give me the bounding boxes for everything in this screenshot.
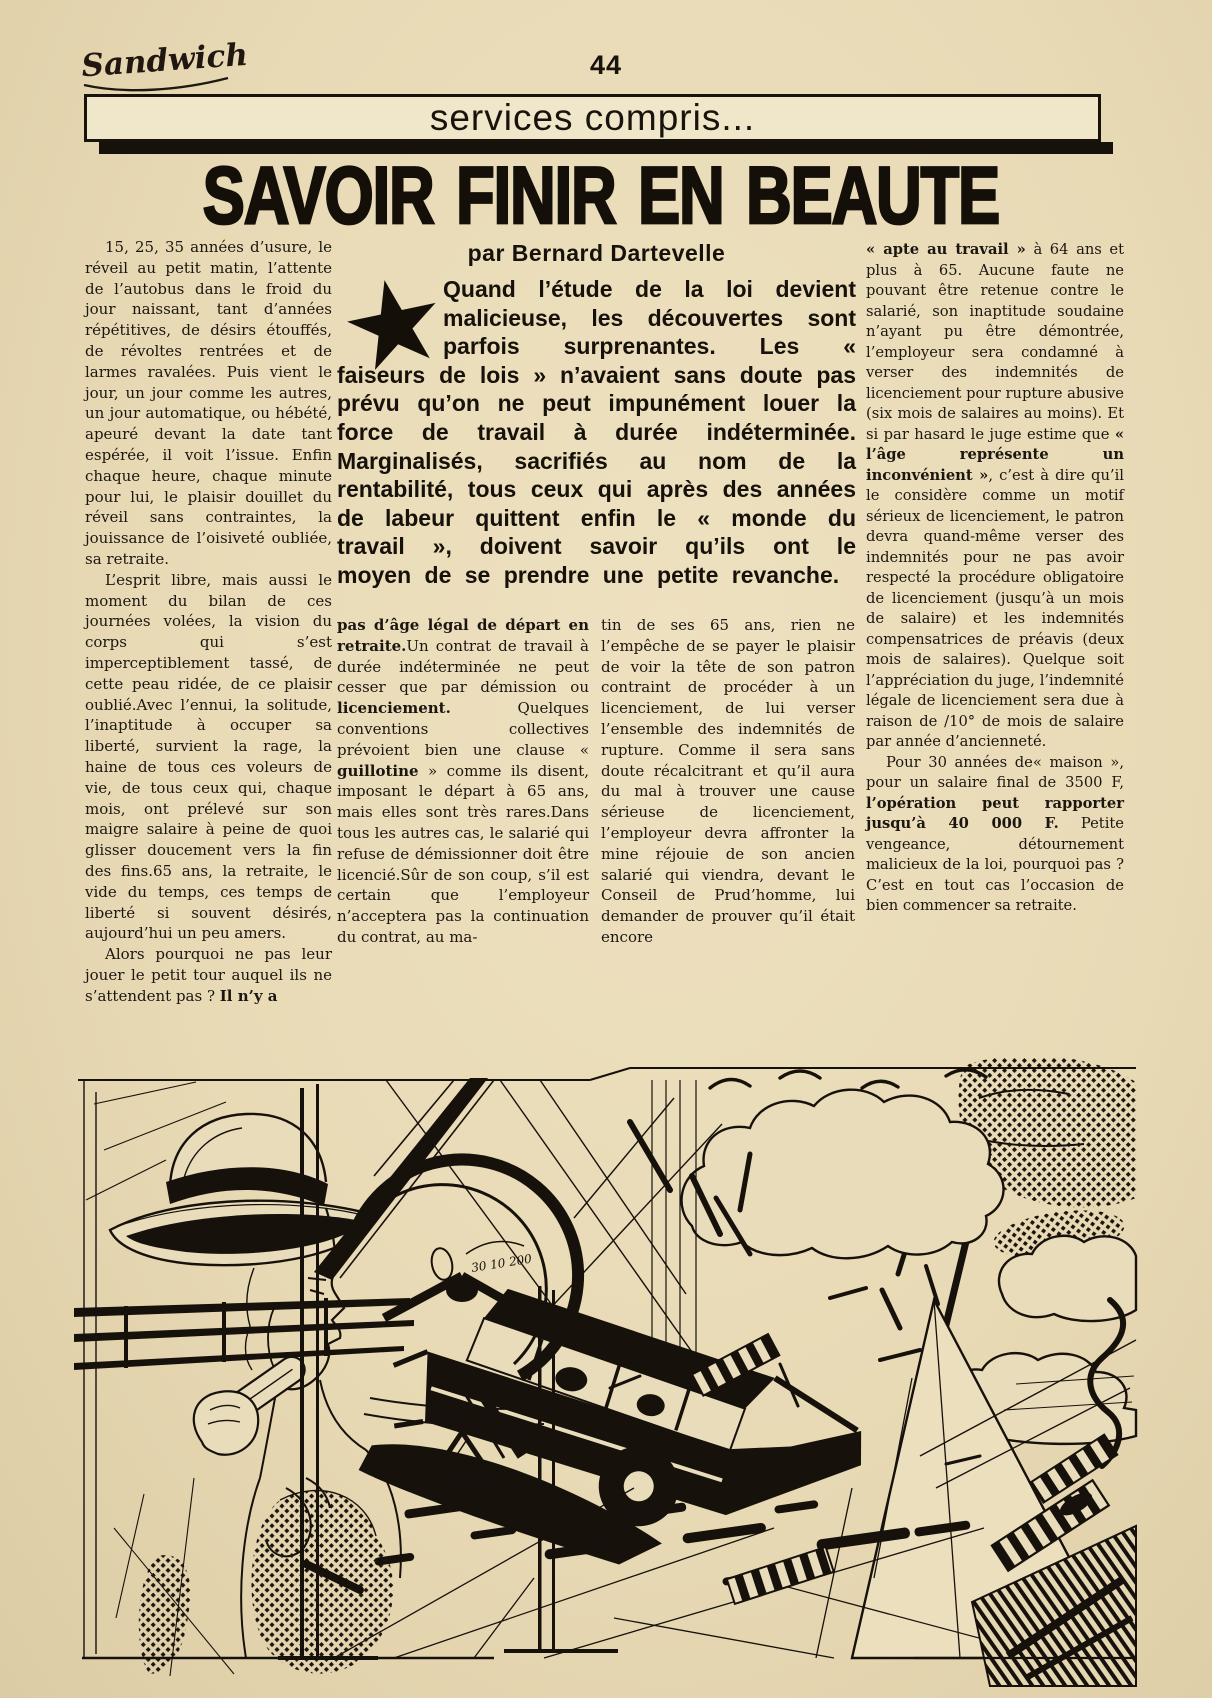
paragraph bbox=[866, 240, 1124, 753]
paragraph-text-bold: guillotine bbox=[337, 761, 419, 780]
speedometer-numbers: 30 10 200 bbox=[470, 1251, 533, 1275]
paragraph-text: Pour 30 années de« maison », pour un salaire final de 3500 F, bbox=[866, 753, 1124, 791]
crash-illustration bbox=[74, 1058, 1138, 1692]
article-column-3 bbox=[601, 615, 855, 948]
paragraph-text: Alors pourquoi ne pas leur jouer le petit tour auquel ils ne s’attendent pas ? bbox=[85, 945, 332, 1005]
section-banner bbox=[84, 94, 1101, 142]
byline: par Bernard Dartevelle bbox=[467, 240, 726, 266]
magazine-logo-text: Sandwich bbox=[80, 42, 250, 85]
paragraph-text: 15, 25, 35 années d’usure, le réveil au petit matin, l’attente de l’autobus dans le froid du jour naissant, tant d’années répétitives, de désirs étouffés, de révoltes rentrées et de larmes ravalées. Puis vient le jour, un jour comme les autres, un jour automatique, ou hébété, apeuré devant la date tant espérée, il voit l’issue. Enfin chaque heure, chaque minute pour lui, le plaisir douillet du réveil sans contraintes, la jouissance de l’oisiveté oubliée, sa retraite. bbox=[85, 238, 332, 568]
bird-strokes bbox=[710, 1070, 986, 1088]
paragraph-text-bold: l’opération peut rapporter jusqu’à 40 000 F. bbox=[866, 794, 1124, 832]
article-intro-block bbox=[327, 240, 856, 590]
section-banner-text: services compris... bbox=[429, 97, 756, 138]
paragraph-text: , c’est à dire qu’il le considère comme un motif sérieux de licenciement, le patron devra quand-même verser des indemnités pour ne pas avoir respecté la procédure obligatoire de licenciement (jusqu’à un mois de salaire) et les indemnités compensatrices de préavis (deux mois de salaires). Quelque soit l’appréciation du juge, l’indemnité légale de licenciement sera due à raison de /10° de mois de salaire par année d’ancienneté. bbox=[866, 466, 1124, 750]
paragraph-text: » comme ils disent, imposant le départ à 65 ans, mais elles sont très rares.Dans tous les autres cas, le salarié qui refuse de démissionner doit être licencié.Sûr de son coup, s’il est certain que l’employeur n’acceptera pas la continuation du contrat, au ma- bbox=[337, 761, 589, 946]
article-column-2 bbox=[337, 615, 589, 948]
paragraph-text-bold: licenciement. bbox=[337, 699, 451, 718]
paragraph-text-bold: « l’âge représente un inconvénient » bbox=[866, 425, 1124, 484]
hand-and-lever bbox=[194, 1352, 310, 1455]
paragraph-text: Un contrat de travail à durée indéterminée ne peut cesser que par démission ou bbox=[337, 636, 589, 697]
crashed-sedan bbox=[351, 1273, 877, 1592]
paragraph bbox=[601, 615, 855, 948]
paragraph bbox=[337, 615, 589, 948]
paragraph-text-bold: « apte au travail » bbox=[866, 241, 1026, 258]
paragraph bbox=[85, 570, 332, 944]
article-column-1 bbox=[85, 237, 332, 1006]
star-icon: ★ bbox=[327, 245, 460, 403]
paragraph bbox=[85, 237, 332, 570]
paragraph-text: Quelques conventions collectives prévoient bien une clause « bbox=[337, 699, 589, 759]
paragraph-text: L’esprit libre, mais aussi le moment du bilan de ces journées volées, la vision du corps qui s’est imperceptiblement tassé, de cette peau ridée, de ce plaisir oublié.Avec l’ennui, la solitude, l’inaptitude à occuper sa liberté, survient la rage, la haine de tous ces voleurs de vie, de tous ceux qui, chaque mois, ont prélevé sur son maigre salaire à peine de quoi glisser doucement vers la fin des fins.65 ans, la retraite, le vide du temps, ces temps de liberté si souvent désirés, aujourd’hui un peu amers. bbox=[85, 570, 332, 943]
guard-rails bbox=[74, 1298, 414, 1370]
paragraph-text: tin de ses 65 ans, rien ne l’empêche de se payer le plaisir de voir la tête de son patron contraint de procéder à un licenciement, de lui verser l’ensemble des indemnités de rupture. Comme il sera sans doute récalcitrant et qu’il aura du mal à trouver une cause sérieuse de licenciement, l’employeur devra affronter la mine réjouie de son ancien salarié qui viendra, devant le Conseil de Prud’homme, lui demander de prouver qu’il était encore bbox=[601, 616, 855, 946]
paragraph-text-bold: Il n’y a bbox=[219, 986, 278, 1005]
page-number: 44 bbox=[589, 50, 623, 80]
article-column-4 bbox=[866, 240, 1124, 917]
paragraph bbox=[866, 753, 1124, 917]
paragraph-text: Petite vengeance, détournement malicieux de la loi, pourquoi pas ? C’est en tout cas l’occasion de bien commencer sa retraite. bbox=[866, 815, 1124, 914]
article-headline: SAVOIR FINIR EN BEAUTE bbox=[202, 151, 1000, 241]
paragraph-text-bold: pas d’âge légal de départ en retraite. bbox=[337, 616, 589, 655]
paragraph-text: à 64 ans et plus à 65. Aucune faute ne pouvant être retenue contre le salarié, son inaptitude soudaine n’ayant pu être démontrée, l’employeur sera condamné à verser des indemnités de licenciement pour rupture abusive (six mois de salaires au moins). Et si par hasard le juge estime que bbox=[866, 241, 1124, 443]
paragraph bbox=[85, 944, 332, 1006]
intro-text: Quand l’étude de la loi devient malicieuse, les découvertes sont parfois surprenantes. Les « faiseurs de lois » n’avaient sans doute pas prévu qu’on ne peut impunément louer la force de travail à durée indéterminée. Marginalisés, sacrifiés au nom de la rentabilité, tous ceux qui après des années de labeur quittent enfin le « monde du travail », doivent savoir qu’ils ont le moyen de se prendre une petite revanche. bbox=[337, 276, 856, 588]
halftone-bushes bbox=[139, 1491, 393, 1674]
